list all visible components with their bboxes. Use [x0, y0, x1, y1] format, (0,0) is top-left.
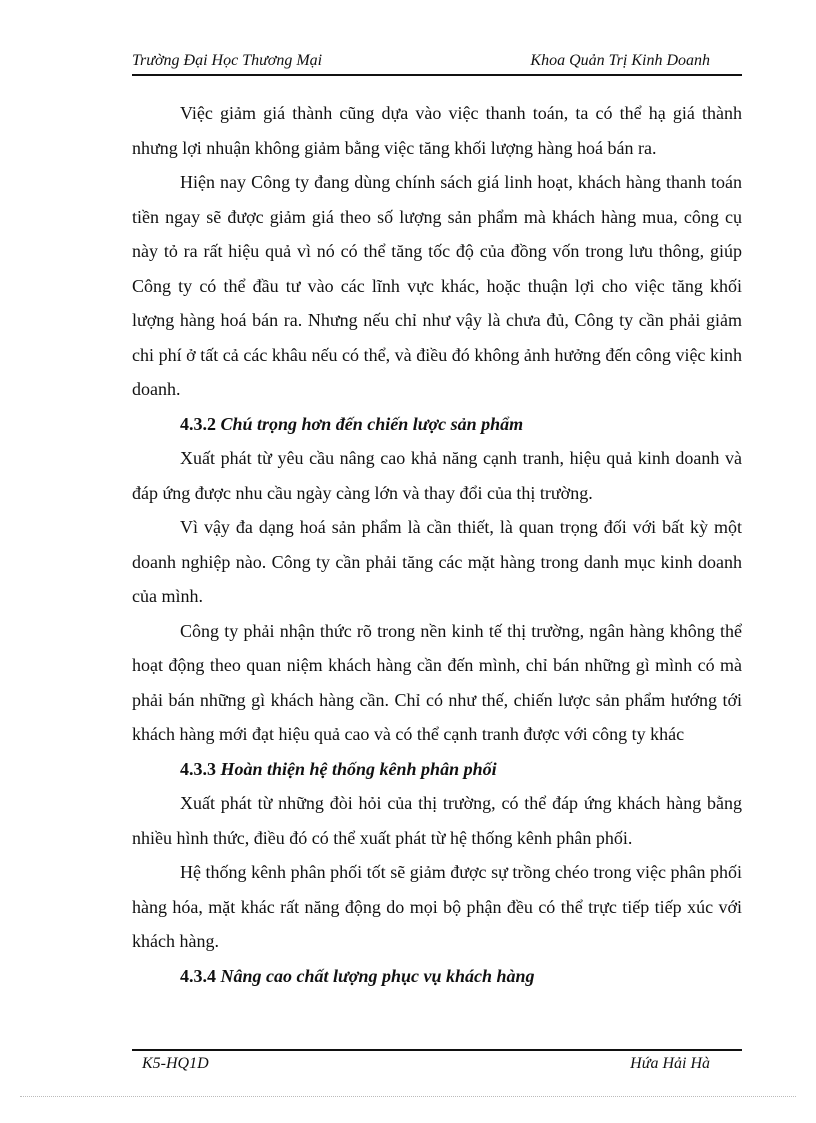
paragraph: Hiện nay Công ty đang dùng chính sách giá linh hoạt, khách hàng thanh toán tiền ngay sẽ được giảm giá theo số lượng sản phẩm mà khách hàng mua, công cụ này tỏ ra rất hiệu quả vì nó có thể tăng tốc độ của đồng vốn trong lưu thông, giúp Công ty có thể đầu tư vào các lĩnh vực khác, hoặc thuận lợi cho việc tăng khối lượng hàng hoá bán ra. Nhưng nếu chỉ như vậy là chưa đủ, Công ty cần phải giảm chi phí ở tất cả các khâu nếu có thể, và điều đó không ảnh hưởng đến công việc kinh doanh.	[132, 172, 742, 399]
page-header	[132, 52, 742, 76]
section-heading-4-3-3	[132, 752, 742, 787]
section-number: 4.3.2	[180, 413, 216, 434]
paragraph: Công ty phải nhận thức rõ trong nền kinh tế thị trường, ngân hàng không thể hoạt động theo quan niệm khách hàng cần đến mình, chỉ bán những gì mình có mà phải bán những gì khách hàng cần. Chỉ có như thế, chiến lược sản phẩm hướng tới khách hàng mới đạt hiệu quả cao và có thể cạnh tranh được với công ty khác	[132, 620, 742, 744]
section-title: Chú trọng hơn đến chiến lược sản phẩm	[220, 413, 524, 434]
paragraph: Hệ thống kênh phân phối tốt sẽ giảm được sự trồng chéo trong việc phân phối hàng hóa, mặt khác rất năng động do mọi bộ phận đều có thể trực tiếp tiếp xúc với khách hàng.	[132, 862, 742, 951]
section-heading-4-3-4	[132, 959, 742, 994]
section-heading-4-3-2	[132, 407, 742, 442]
section-number: 4.3.3	[180, 758, 216, 779]
paragraph: Xuất phát từ yêu cầu nâng cao khả năng cạnh tranh, hiệu quả kinh doanh và đáp ứng được nhu cầu ngày càng lớn và thay đổi của thị trường.	[132, 448, 742, 503]
page-bottom-divider	[20, 1096, 796, 1097]
paragraph: Xuất phát từ những đòi hỏi của thị trường, có thể đáp ứng khách hàng bằng nhiều hình thức, điều đó có thể xuất phát từ hệ thống kênh phân phối.	[132, 793, 742, 848]
paragraph: Việc giảm giá thành cũng dựa vào việc thanh toán, ta có thể hạ giá thành nhưng lợi nhuận không giảm bằng việc tăng khối lượng hàng hoá bán ra.	[132, 103, 742, 158]
section-number: 4.3.4	[180, 965, 216, 986]
section-title: Hoàn thiện hệ thống kênh phân phối	[220, 758, 497, 779]
page-body	[132, 96, 742, 993]
page-footer	[132, 1049, 742, 1072]
paragraph: Vì vậy đa dạng hoá sản phẩm là cần thiết, là quan trọng đối với bất kỳ một doanh nghiệp nào. Công ty cần phải tăng các mặt hàng trong danh mục kinh doanh của mình.	[132, 517, 742, 606]
section-title: Nâng cao chất lượng phục vụ khách hàng	[220, 965, 535, 986]
header-school-name: Trường Đại Học Thương Mại	[132, 52, 323, 69]
footer-class-code: K5-HQ1D	[142, 1055, 209, 1072]
header-faculty-name: Khoa Quản Trị Kinh Doanh	[530, 52, 710, 69]
footer-author-name: Hứa Hải Hà	[630, 1055, 710, 1072]
